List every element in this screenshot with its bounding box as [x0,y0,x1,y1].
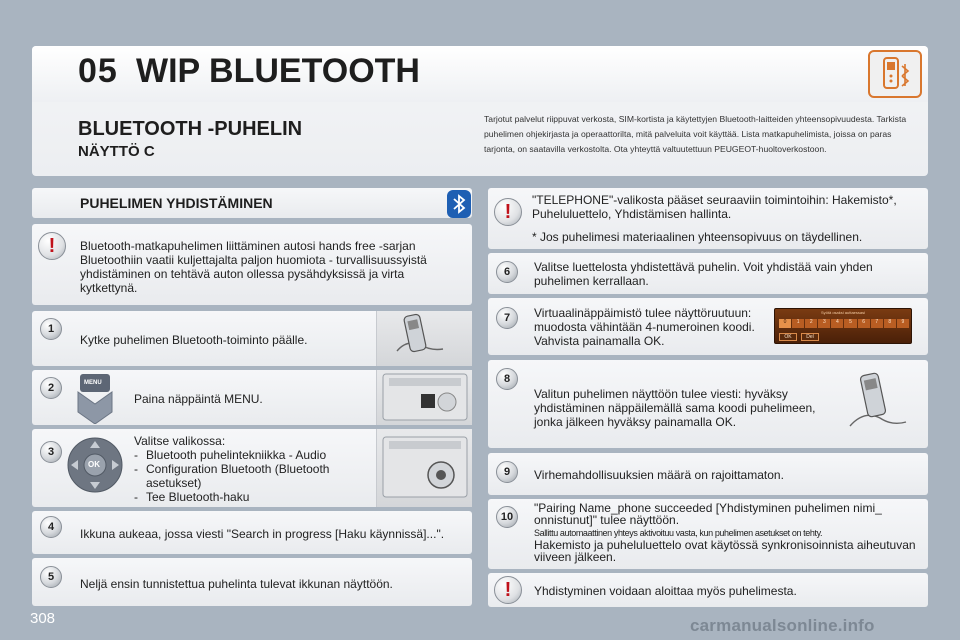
step-number: 7 [496,307,518,329]
left-heading: PUHELIMEN YHDISTÄMINEN [80,195,273,211]
page-number: 308 [30,610,56,627]
phone-bluetooth-icon [868,50,922,98]
step-10-content [534,502,920,563]
phone-hand-illustration [836,366,922,442]
list-item: - Bluetooth puhelintekniikka - Audio [134,448,374,462]
menu-path-list [134,448,374,504]
radio-panel-illustration [376,370,472,425]
warning-icon: ! [38,232,66,260]
del-screen-button[interactable]: Del [801,333,819,341]
digit-key[interactable]: 2 [805,319,817,328]
ok-screen-button[interactable]: OK [779,333,797,341]
step-text: Ikkuna aukeaa, jossa viesti "Search in progress [Haku käynnissä]...". [80,527,445,541]
step-number: 2 [40,377,62,399]
step-number: 4 [40,516,62,538]
step-text: Valitse valikossa: [134,434,226,448]
menu-key-label: MENU [84,380,102,386]
bluetooth-icon [447,190,471,218]
step-text: Valitun puhelimen näyttöön tulee viesti: hyväksy yhdistäminen näppäilemällä sama koodi puhelimeen, jonka jälkeen hyväksy painamalla OK. [534,387,816,429]
step-number: 6 [496,261,518,283]
step-3-content [134,434,374,504]
digit-key[interactable]: 0 [779,319,791,328]
step-followup: Hakemisto ja puheluluettelo ovat käytössä synkronisoinnista aiheutuvan viiveen jälkeen. [534,538,916,564]
step-text: Valitse luettelosta yhdistettävä puhelin. Voit yhdistää vain yhden puhelimen kerrallaan. [534,260,873,288]
digit-key[interactable]: 4 [831,319,843,328]
step-number: 10 [496,506,518,528]
step-text: Kytke puhelimen Bluetooth-toiminto päälle. [80,333,308,347]
step-note: Sallittu automaattinen yhteys aktivoituu vasta, kun puhelimen asetukset on tehty. [534,528,823,538]
screen-title: Syötä osaksi auttaessasi [820,310,866,315]
digit-key[interactable]: 7 [871,319,883,328]
watermark: carmanualsonline.info [690,616,875,635]
section-title: BLUETOOTH -PUHELIN [78,118,303,140]
digit-key[interactable]: 8 [884,319,896,328]
digit-row [779,319,909,328]
radio-dial-illustration [376,429,472,507]
section-subtitle: NÄYTTÖ C [78,143,155,160]
list-item: - Tee Bluetooth-haku [134,490,374,504]
chapter-number: 05 [78,52,118,90]
bottom-warning-text: Yhdistyminen voidaan aloittaa myös puhelimesta. [534,584,797,598]
chapter-title: WIP BLUETOOTH [136,52,420,90]
step-text: Virhemahdollisuuksien määrä on rajoittamaton. [534,468,784,482]
warning-icon: ! [494,576,522,604]
right-warning-text: "TELEPHONE"-valikosta pääset seuraaviin toimintoihin: Hakemisto*, Puheluluettelo, Yhdistämisen hallinta. [532,193,897,221]
step-text: "Pairing Name_phone succeeded [Yhdistyminen puhelimen nimi_ onnistunut]" tulee näyttöön. [534,501,882,527]
digit-key[interactable]: 9 [897,319,909,328]
list-item: - Configuration Bluetooth (Bluetooth asetukset) [134,462,374,490]
intro-text: Tarjotut palvelut riippuvat verkosta, SIM-kortista ja käytettyjen Bluetooth-laitteiden yhteensopivuudesta. Tarkista puhelimen ohjekirjasta ja operaattorilta, mitä palveluita voit käyttää. Lista matkapuhelimista, joissa on paras tarjonta, on saatavilla verkostolta. Ota yhteyttä valtuutettuun PEUGEOT-huoltoverkostoon. [484,114,907,154]
warning-icon: ! [494,198,522,226]
step-number: 1 [40,318,62,340]
left-warning-text: Bluetooth-matkapuhelimen liittäminen autosi hands free -sarjan Bluetoothiin vaatii kuljettajalta paljon huomiota - turvallisuussyistä yhdistäminen on tehtävä auton ollessa pysähdyksissä ja virta kytkettynä. [80,239,427,295]
footnote-text: * Jos puhelimesi materiaalinen yhteensopivuus on täydellinen. [532,230,863,244]
digit-key[interactable]: 1 [792,319,804,328]
step-text: Virtuaalinäppäimistö tulee näyttöruutuun: muodosta vähintään 4-numeroinen koodi. Vahvista painamalla OK. [534,306,755,348]
ok-key-label: OK [88,460,100,469]
step-number: 5 [40,566,62,588]
phone-hand-illustration [376,311,472,366]
step-text: Paina näppäintä MENU. [134,392,263,406]
step-number: 9 [496,461,518,483]
step-number: 8 [496,368,518,390]
digit-key[interactable]: 6 [858,319,870,328]
digit-key[interactable]: 5 [844,319,856,328]
step-text: Neljä ensin tunnistettua puhelinta tulevat ikkunan näyttöön. [80,577,393,591]
digit-key[interactable]: 3 [818,319,830,328]
step-number: 3 [40,441,62,463]
virtual-keyboard-screen [774,308,912,344]
